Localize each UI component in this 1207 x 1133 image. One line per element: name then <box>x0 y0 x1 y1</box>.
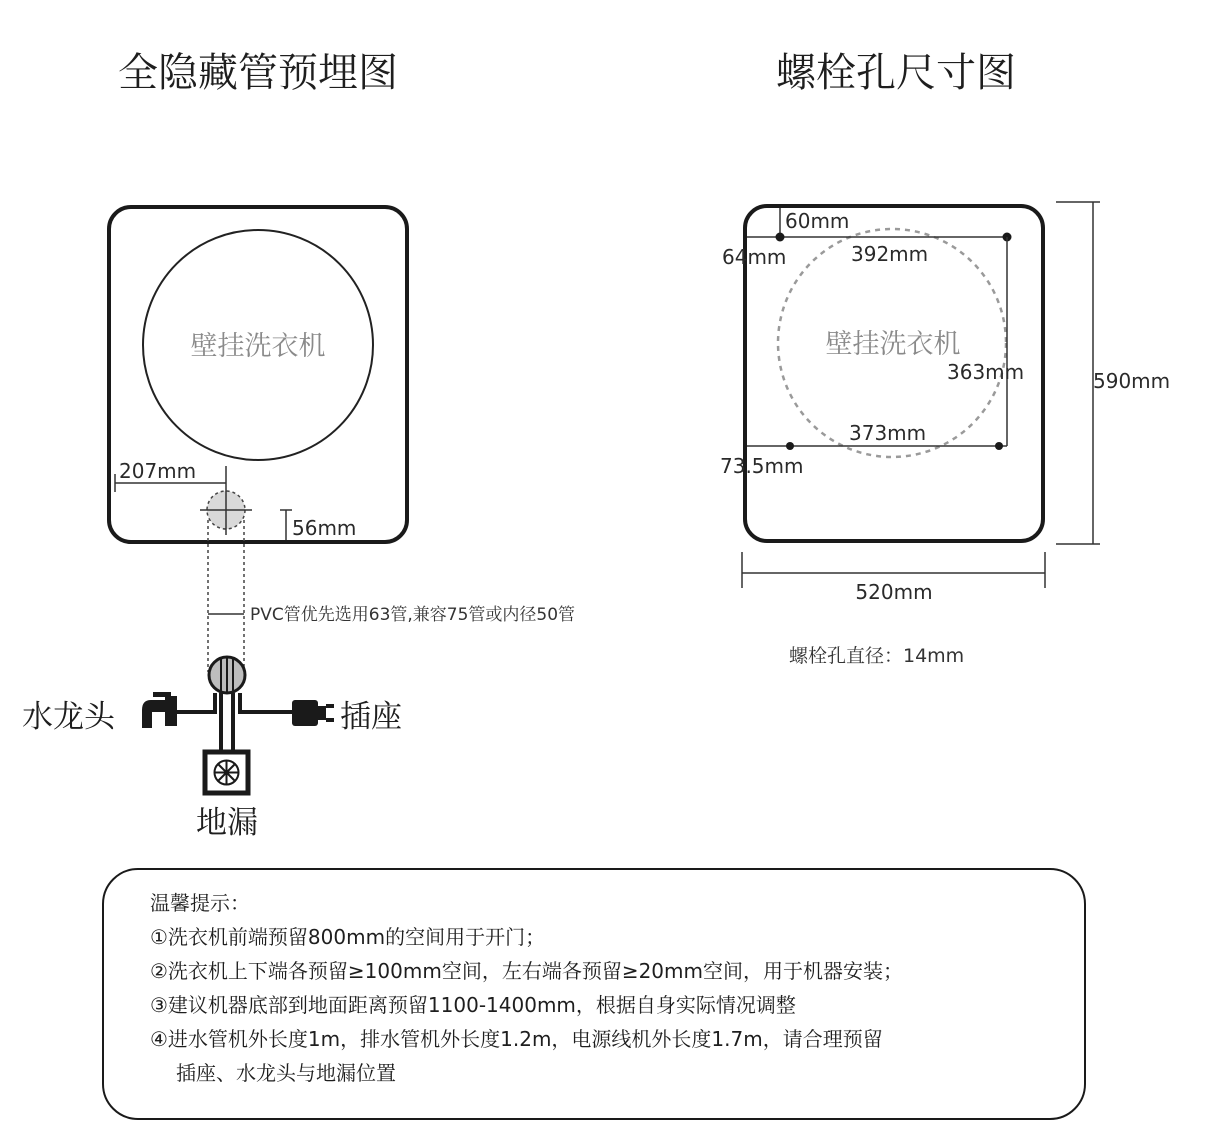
faucet-icon <box>142 692 177 728</box>
bolt-hole-bottom-right <box>995 442 1003 450</box>
plug-icon <box>292 700 334 726</box>
tip-item-4: ④进水管机外长度1m，排水管机外长度1.2m，电源线机外长度1.7m，请合理预留 <box>150 1027 883 1051</box>
dim-363-label: 363mm <box>947 360 1025 384</box>
dim-73-5-label: 73.5mm <box>720 454 804 478</box>
dim-64-label: 64mm <box>722 245 787 269</box>
dim-392-label: 392mm <box>851 242 929 266</box>
dim-60-label: 60mm <box>785 209 850 233</box>
faucet-connection <box>177 693 215 712</box>
left-diagram-title: 全隐藏管预埋图 <box>118 50 398 96</box>
socket-label: 插座 <box>340 699 402 735</box>
tip-item-3: ③建议机器底部到地面距离预留1100-1400mm，根据自身实际情况调整 <box>150 993 796 1017</box>
dim-520-label: 520mm <box>855 580 933 604</box>
dim-56-label: 56mm <box>292 516 357 540</box>
pipe-note: PVC管优先选用63管,兼容75管或内径50管 <box>250 605 576 625</box>
tip-item-2: ②洗衣机上下端各预留≥100mm空间，左右端各预留≥20mm空间，用于机器安装； <box>150 959 903 983</box>
right-diagram-title: 螺栓孔尺寸图 <box>776 50 1016 96</box>
dim-590-label: 590mm <box>1093 369 1171 393</box>
bolt-hole-top-left <box>776 233 785 242</box>
left-machine-outline <box>109 207 407 542</box>
tip-item-1: ①洗衣机前端预留800mm的空间用于开门； <box>150 925 546 949</box>
dim-373-label: 373mm <box>849 421 927 445</box>
tips-box <box>102 868 1086 1120</box>
bolt-hole-bottom-left <box>786 442 794 450</box>
bolt-diameter-note: 螺栓孔直径：14mm <box>789 645 965 667</box>
floor-drain-label: 地漏 <box>196 805 258 841</box>
socket-connection <box>240 693 292 712</box>
right-machine-label: 壁挂洗衣机 <box>825 329 961 360</box>
tips-heading: 温馨提示： <box>150 891 250 915</box>
dim-207-label: 207mm <box>119 459 197 483</box>
left-machine-label: 壁挂洗衣机 <box>190 331 326 362</box>
tip-item-4-continuation: 插座、水龙头与地漏位置 <box>176 1061 396 1085</box>
faucet-label: 水龙头 <box>22 699 115 735</box>
floor-drain-icon <box>205 752 248 793</box>
